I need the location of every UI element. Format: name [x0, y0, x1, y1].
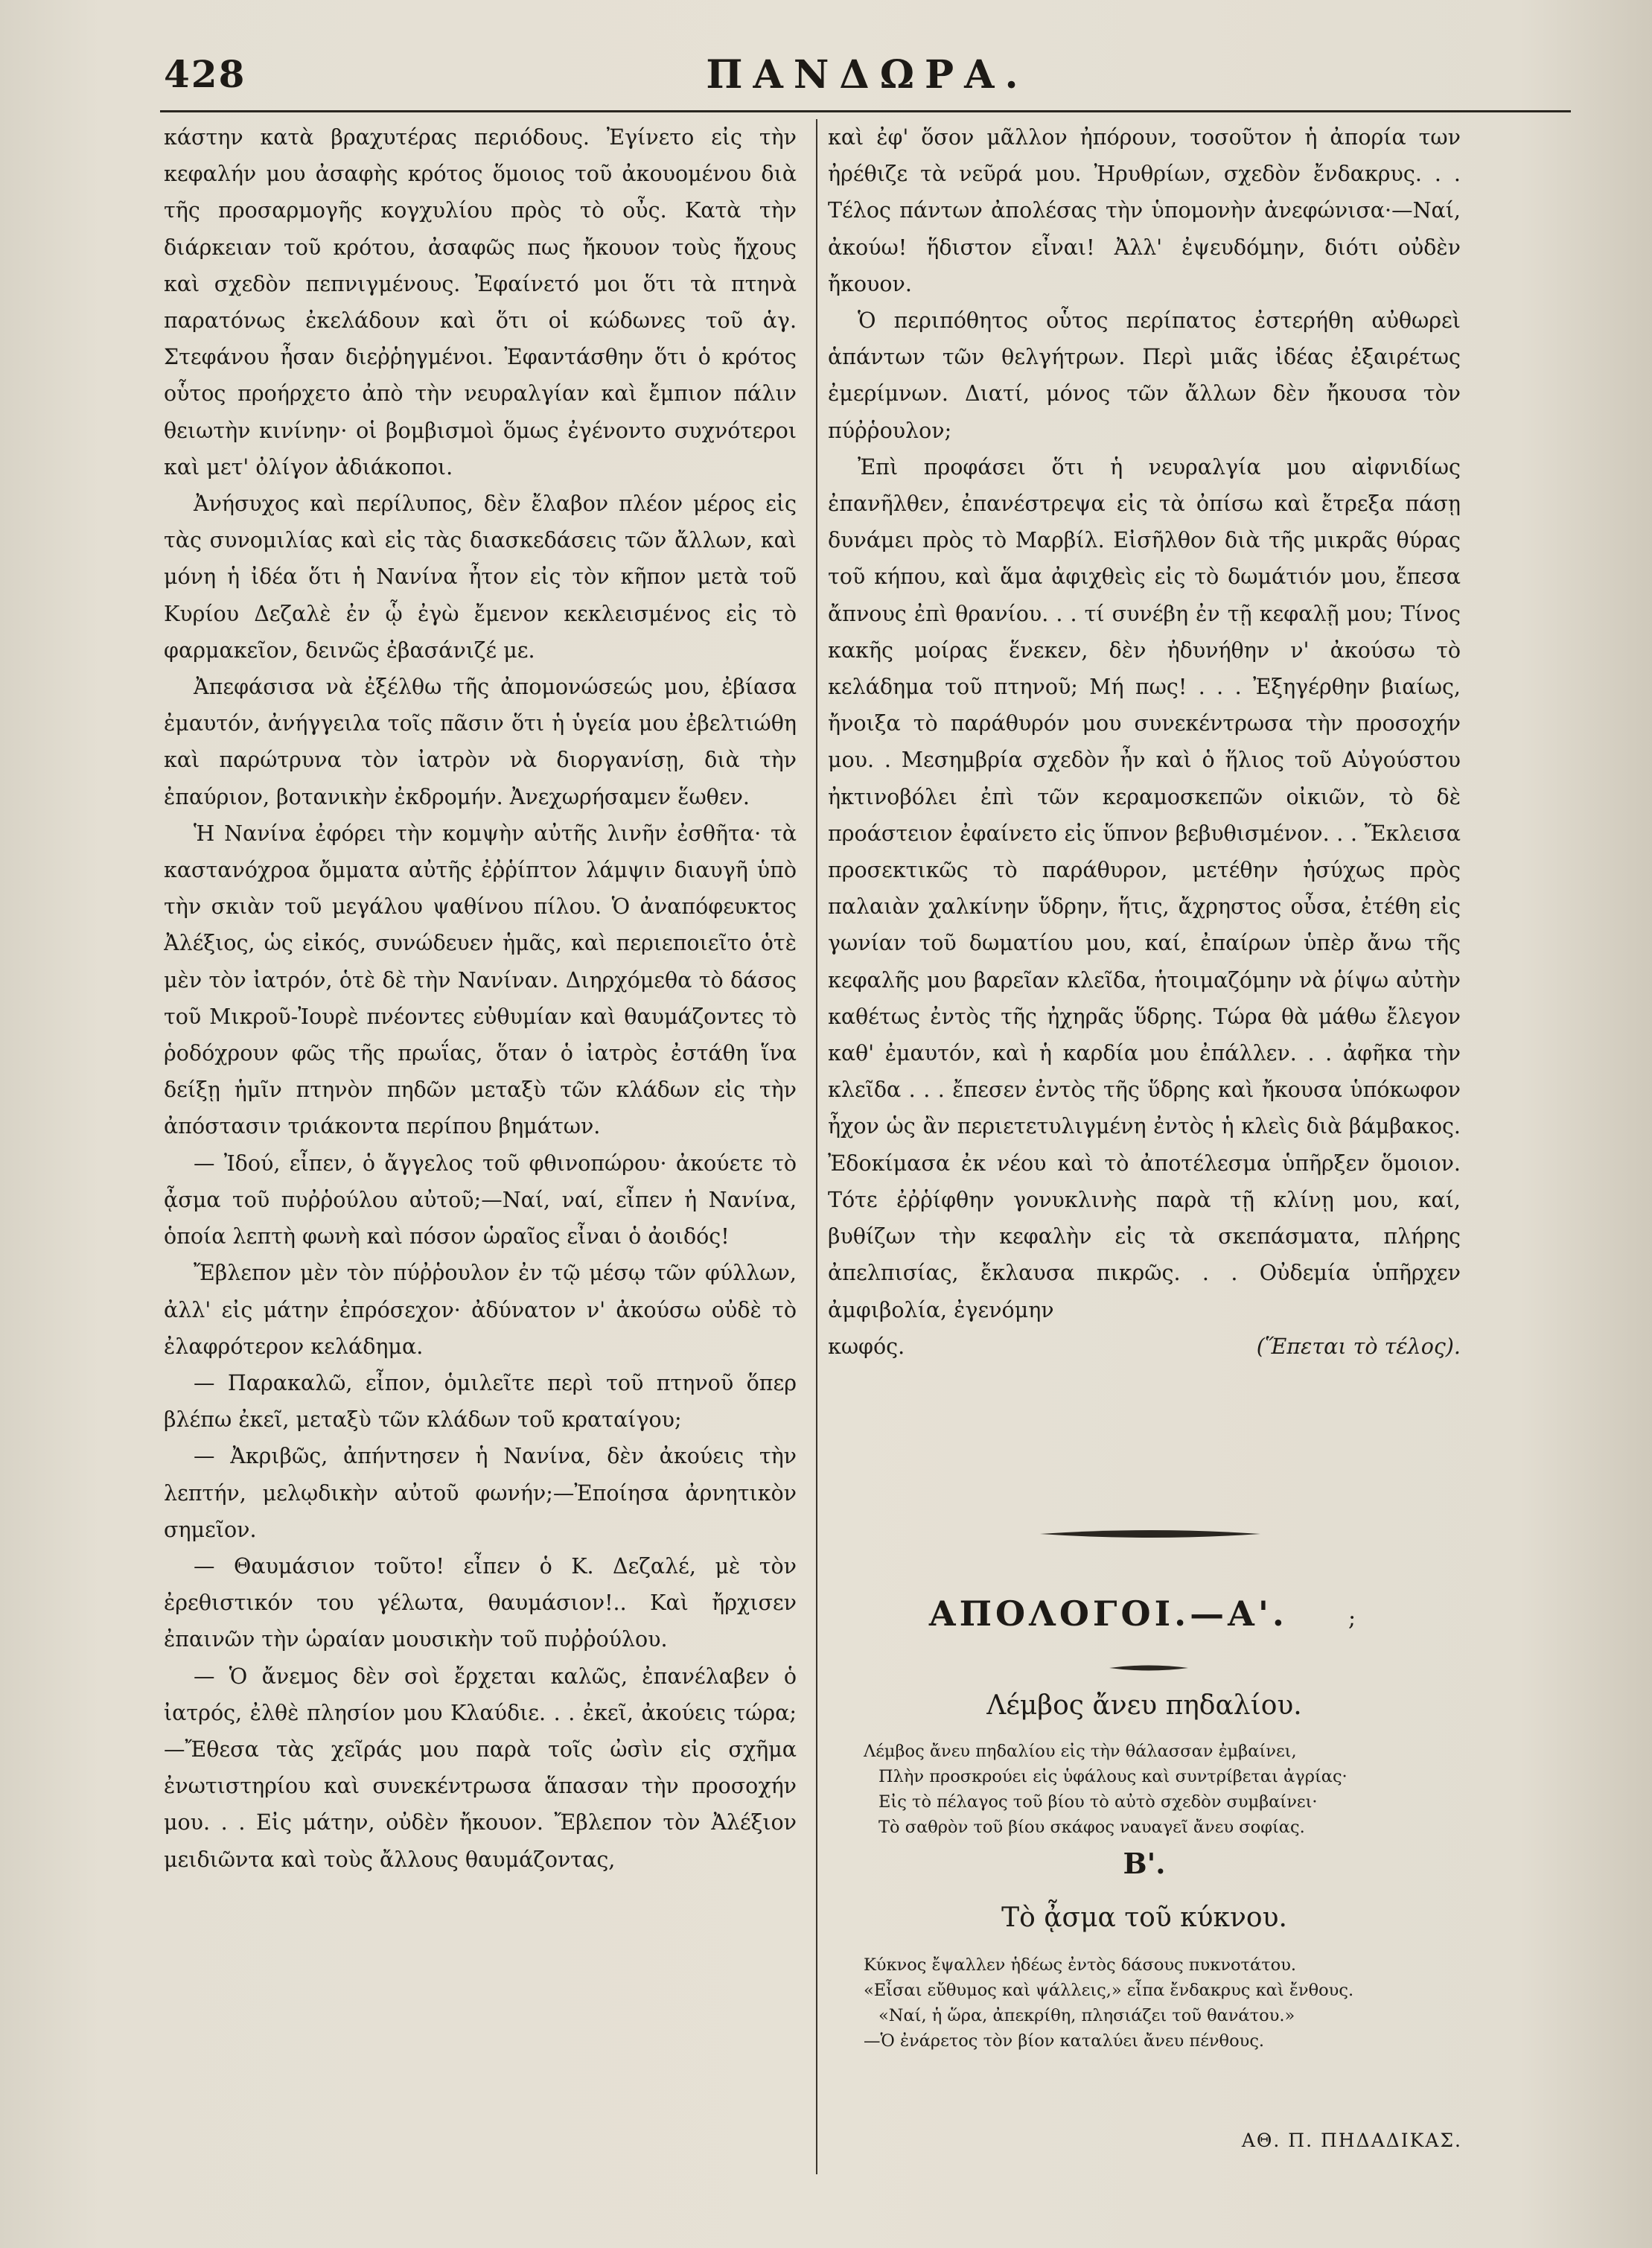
story-signoff [828, 1328, 1461, 1365]
verse-line: Λέμβος ἄνευ πηδαλίου εἰς τὴν θάλασσαν ἐμβαίνει, [864, 1742, 1297, 1761]
paragraph: — Παρακαλῶ, εἶπον, ὁμιλεῖτε περὶ τοῦ πτηνοῦ ὅπερ βλέπω ἐκεῖ, μεταξὺ τῶν κλάδων τοῦ κραταίγου; [164, 1370, 797, 1433]
last-word: κωφός. [828, 1334, 905, 1359]
paragraph: Ἔβλεπον μὲν τὸν πύῤῥουλον ἐν τῷ μέσῳ τῶν φύλλων, ἀλλ' εἰς μάτην ἐπρόσεχον· ἀδύνατον ν' ἀκούσω οὐδὲ τὸ ἐλαφρότερον κελάδημα. [164, 1261, 797, 1359]
left-column [164, 119, 797, 2189]
paragraph: καὶ ἐφ' ὅσον μᾶλλον ἠπόρουν, τοσοῦτον ἡ ἀπορία των ἠρέθιζε τὰ νεῦρά μου. Ἠρυθρίων, σχεδὸν ἔνδακρυς. . . Τέλος πάντων ἀπολέσας τὴν ὑπομονὴν ἀνεφώνισα·—Ναί, ἀκούω! ἥδιστον εἶναι! Ἀλλ' ἐψευδόμην, διότι οὐδὲν ἤκουον. [828, 125, 1461, 296]
paragraph: Ἀπεφάσισα νὰ ἐξέλθω τῆς ἀπομονώσεώς μου, ἐβίασα ἐμαυτόν, ἀνήγγειλα τοῖς πᾶσιν ὅτι ἡ ὑγεία μου ἐβελτιώθη καὶ παρώτρυνα τὸν ἰατρὸν νὰ διοργανίσῃ, διὰ τὴν ἐπαύριον, βοτανικὴν ἐκδρομήν. Ἀνεχωρήσαμεν ἕωθεν. [164, 675, 797, 809]
fables-title: ΑΠΟΛΟΓΟΙ.—Α'. [928, 1593, 1288, 1634]
fable-two-title: Τὸ ᾆσμα τοῦ κύκνου. [1001, 1902, 1287, 1933]
small-ornament-icon [1108, 1662, 1190, 1674]
verse-line: Εἰς τὸ πέλαγος τοῦ βίου τὸ αὐτὸ σχεδὸν συμβαίνει· [878, 1792, 1318, 1812]
paragraph: — Ἀκριβῶς, ἀπήντησεν ἡ Νανίνα, δὲν ἀκούεις τὴν λεπτήν, μελῳδικὴν αὐτοῦ φωνήν;—Ἐποίησα ἀρνητικὸν σημεῖον. [164, 1444, 797, 1542]
right-column [828, 119, 1461, 1504]
paragraph: — Ὁ ἄνεμος δὲν σοὶ ἔρχεται καλῶς, ἐπανέλαβεν ὁ ἰατρός, ἐλθὲ πλησίον μου Κλαύδιε. . . ἐκεῖ, ἀκούεις τώρα;—Ἔθεσα τὰς χεῖράς μου παρὰ τοῖς ὠσὶν εἰς σχῆμα ἐνωτιστηρίου καὶ συνεκέντρωσα ἅπασαν τὴν προσοχήν μου. . . Εἰς μάτην, οὐδὲν ἤκουον. Ἔβλεπον τὸν Ἀλέξιον μειδιῶντα καὶ τοὺς ἄλλους θαυμάζοντας, [164, 1663, 797, 1872]
fable-one-title: Λέμβος ἄνευ πηδαλίου. [986, 1690, 1302, 1721]
fables-heading [828, 1593, 1461, 1634]
paragraph: Ἐπὶ προφάσει ὅτι ἡ νευραλγία μου αἰφνιδίως ἐπανῆλθεν, ἐπανέστρεψα εἰς τὰ ὀπίσω καὶ ἔτρεξα πάσῃ δυνάμει πρὸς τὸ Μαρβίλ. Εἰσῆλθον διὰ τῆς μικρᾶς θύρας τοῦ κήπου, καὶ ἅμα ἀφιχθεὶς εἰς τὸ δωμάτιόν μου, ἔπεσα ἄπνους ἐπὶ θρανίου. . . τί συνέβη ἐν τῇ κεφαλῇ μου; Τίνος κακῆς μοίρας ἕνεκεν, δὲν ἠδυνήθην ν' ἀκούσω τὸ κελάδημα τοῦ πτηνοῦ; Μή πως! . . . Ἐξηγέρθην βιαίως, ἤνοιξα τὸ παράθυρόν μου συνεκέντρωσα τὴν προσοχήν μου. . Μεσημβρία σχεδὸν ἦν καὶ ὁ ἥλιος τοῦ Αὐγούστου ἠκτινοβόλει ἐπὶ τῶν κεραμοσκεπῶν οἰκιῶν, τὸ δὲ προάστειον ἐφαίνετο εἰς ὕπνον βεβυθισμένον. . . Ἔκλεισα προσεκτικῶς τὸ παράθυρον, μετέθην ἡσύχως πρὸς παλαιὰν χαλκίνην ὕδρην, ἥτις, ἄχρηστος οὖσα, ἐτέθη εἰς γωνίαν τοῦ δωματίου μου, καί, ἐπαίρων ὑπὲρ ἄνω τῆς κεφαλῆς μου βαρεῖαν κλεῖδα, ἡτοιμαζόμην νὰ ῥίψω αὐτὴν καθέτως ἐντὸς τῆς ἠχηρᾶς ὕδρης. Τώρα θὰ μάθω ἔλεγον καθ' ἐμαυτόν, καὶ ἡ καρδία μου ἐπάλλεν. . . ἀφῆκα τὴν κλεῖδα . . . ἔπεσεν ἐντὸς τῆς ὕδρης καὶ ἤκουσα ὑπόκωφον ἦχον ὡς ἂν περιετετυλιγμένη ἐντὸς ἡ κλεὶς διὰ βάμβακος. Ἐδοκίμασα ἐκ νέου καὶ τὸ ἀποτέλεσμα ὑπῆρξεν ὅμοιον. Τότε ἐῤῥίφθην γονυκλινὴς παρὰ τῇ κλίνῃ μου, καί, βυθίζων τὴν κεφαλὴν εἰς τὰ σκεπάσματα, πλήρης ἀπελπισίας, ἔκλαυσα πικρῶς. . . Οὐδεμία ὑπῆρχεν ἀμφιβολία, ἐγενόμην [828, 454, 1461, 1322]
author-signature: ΑΘ. Π. ΠΗΔΑΔΙΚΑΣ. [1241, 2130, 1462, 2151]
paragraph: — Ἰδού, εἶπεν, ὁ ἄγγελος τοῦ φθινοπώρου· ἀκούετε τὸ ᾆσμα τοῦ πυῤῥούλου αὐτοῦ;—Ναί, ναί, εἶπεν ἡ Νανίνα, ὁποία λεπτὴ φωνὴ καὶ πόσον ὡραῖος εἶναι ὁ ἀοιδός! [164, 1150, 797, 1249]
verse-line: Πλὴν προσκρούει εἰς ὑφάλους καὶ συντρίβεται ἀγρίας· [878, 1767, 1348, 1786]
paragraph: Ἡ Νανίνα ἐφόρει τὴν κομψὴν αὐτῆς λινῆν ἐσθῆτα· τὰ καστανόχροα ὄμματα αὐτῆς ἐῤῥίπτον λάμψιν διαυγῆ ὑπὸ τὴν σκιὰν τοῦ μεγάλου ψαθίνου πίλου. Ὁ ἀναπόφευκτος Ἀλέξιος, ὡς εἰκός, συνώδευεν ἡμᾶς, καὶ περιεποιεῖτο ὁτὲ μὲν τὸν ἰατρόν, ὁτὲ δὲ τὴν Νανίναν. Διηρχόμεθα τὸ δάσος τοῦ Μικροῦ-Ἰουρὲ πνέοντες εὐθυμίαν καὶ θαυμάζοντες τὸ ῥοδόχρουν φῶς τῆς πρωΐας, ὅταν ὁ ἰατρὸς ἐστάθη ἵνα δείξῃ ἡμῖν πτηνὸν πηδῶν μεταξὺ τῶν κλάδων εἰς τὴν ἀπόστασιν τριάκοντα περίπου βημάτων. [164, 821, 797, 1139]
paragraph: κάστην κατὰ βραχυτέρας περιόδους. Ἐγίνετο εἰς τὴν κεφαλήν μου ἀσαφὴς κρότος ὅμοιος τοῦ ἀκουομένου διὰ τῆς προσαρμογῆς κογχυλίου πρὸς τὸ οὖς. Κατὰ τὴν διάρκειαν τοῦ κρότου, ἀσαφῶς πως ἤκουον τοὺς ἤχους καὶ σχεδὸν πεπνιγμένους. Ἐφαίνετό μοι ὅτι τὰ πτηνὰ παρατόνως ἐκελάδουν καὶ ὅτι οἱ κώδωνες τοῦ ἁγ. Στεφάνου ἦσαν διεῤῥηγμένοι. Ἐφαντάσθην ὅτι ὁ κρότος οὗτος προήρχετο ἀπὸ τὴν νευραλγίαν καὶ ἔμπιον πάλιν θειωτὴν κινίνην· οἱ βομβισμοὶ ὅμως ἐγένοντο συχνότεροι καὶ μετ' ὀλίγον ἀδιάκοποι. [164, 125, 797, 480]
page-header [164, 52, 1571, 104]
verse-line: «Εἶσαι εὔθυμος καὶ ψάλλεις,» εἶπα ἔνδακρυς καὶ ἔνθους. [864, 1981, 1354, 2000]
verse-line: Κύκνος ἔψαλλεν ἡδέως ἐντὸς δάσους πυκνοτάτου. [864, 1955, 1297, 1975]
paragraph: Ἀνήσυχος καὶ περίλυπος, δὲν ἔλαβον πλέον μέρος εἰς τὰς συνομιλίας καὶ εἰς τὰς διασκεδάσεις τῶν ἄλλων, καὶ μόνη ἡ ἰδέα ὅτι ἡ Νανίνα ἦτον εἰς τὸν κῆπον μετὰ τοῦ Κυρίου Δεζαλὲ ἐν ᾧ ἐγὼ ἔμενον κεκλεισμένος εἰς τὸ φαρμακεῖον, δεινῶς ἐβασάνιζέ με. [164, 491, 797, 663]
column-divider [816, 119, 817, 2174]
running-title: ΠΑΝΔΩΡΑ. [706, 52, 1029, 98]
paragraph: — Θαυμάσιον τοῦτο! εἶπεν ὁ Κ. Δεζαλέ, μὲ τὸν ἐρεθιστικόν του γέλωτα, θαυμάσιον!.. Καὶ ἤρχισεν ἐπαινῶν τὴν ὡραίαν μουσικὴν τοῦ πυῤῥούλου. [164, 1553, 797, 1652]
fable-two-verse [864, 1952, 1429, 2054]
stray-mark: ; [1348, 1605, 1360, 1631]
to-be-continued-note: (Ἕπεται τὸ τέλος). [1256, 1334, 1461, 1359]
ornamental-rule-icon [1039, 1525, 1262, 1543]
paragraph: Ὁ περιπόθητος οὗτος περίπατος ἐστερήθη αὐθωρεὶ ἁπάντων τῶν θελγήτρων. Περὶ μιᾶς ἰδέας ἐξαιρέτως ἐμερίμνων. Διατί, μόνος τῶν ἄλλων δὲν ἤκουσα τὸν πύῤῥουλον; [828, 308, 1461, 443]
verse-line: «Ναί, ἡ ὥρα, ἀπεκρίθη, πλησιάζει τοῦ θανάτου.» [878, 2006, 1295, 2025]
fable-two-numeral: Β'. [1123, 1847, 1166, 1880]
verse-line: —Ὁ ἐνάρετος τὸν βίον καταλύει ἄνευ πένθους. [864, 2031, 1265, 2051]
page-number: 428 [164, 52, 246, 96]
header-rule [160, 110, 1571, 112]
verse-line: Τὸ σαθρὸν τοῦ βίου σκάφος ναυαγεῖ ἄνευ σοφίας. [878, 1818, 1305, 1837]
fable-one-verse [864, 1739, 1429, 1840]
